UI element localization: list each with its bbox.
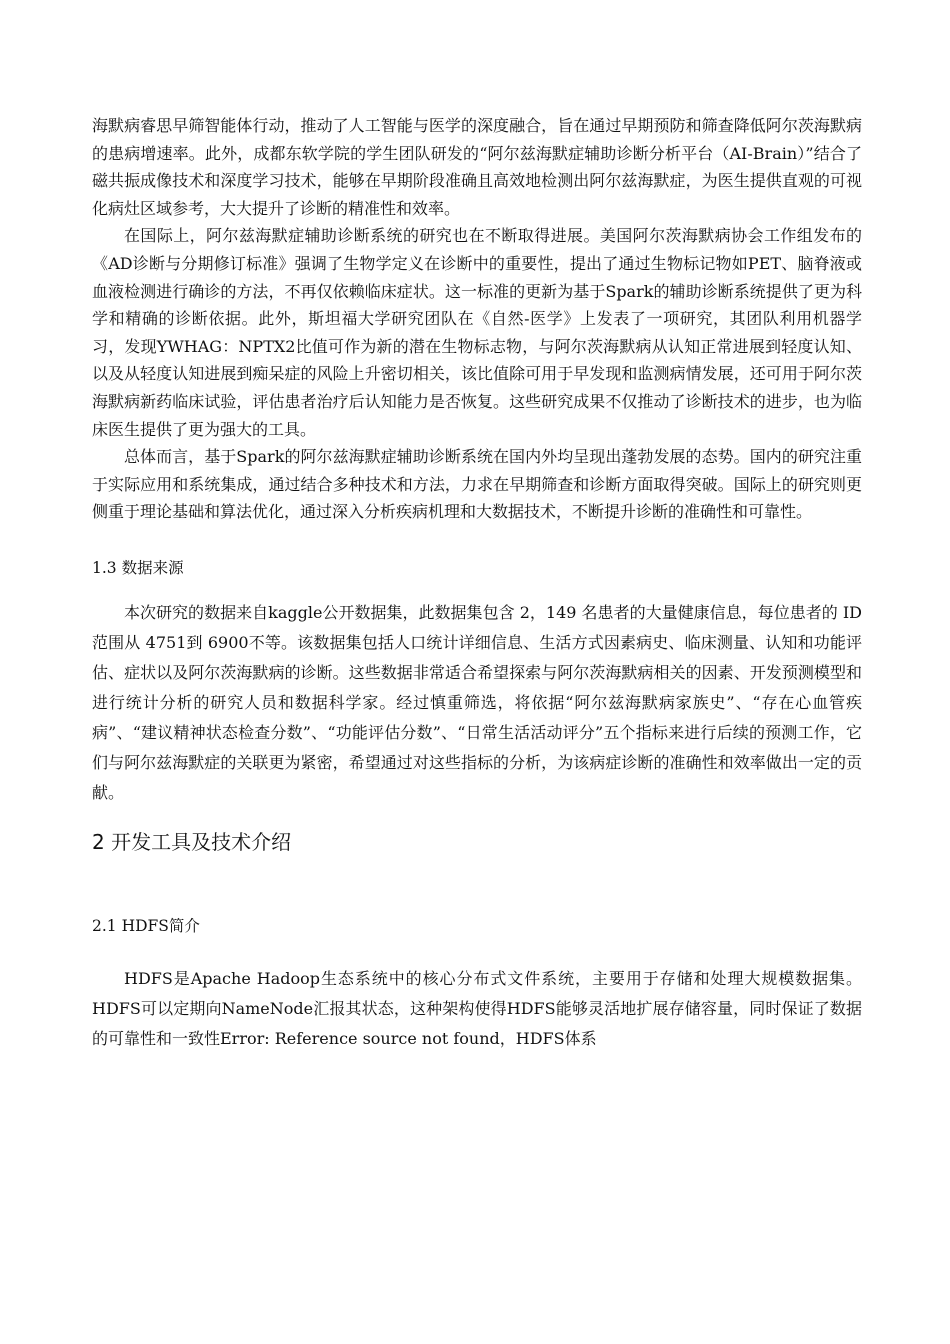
body-paragraph-international: 在国际上，阿尔兹海默症辅助诊断系统的研究也在不断取得进展。美国阿尔茨海默病协会工作组发布的《AD诊断与分期修订标准》强调了生物学定义在诊断中的重要性，提出了通过生物标记物如PET、脑脊液或血液检测进行确诊的方法，不再仅依赖临床症状。这一标准的更新为基于Spark的辅助诊断系统提供了更为科学和精确的诊断依据。此外，斯坦福大学研究团队在《自然-医学》上发表了一项研究，其团队利用机器学习，发现YWHAG：NPTX2比值可作为新的潜在生物标志物，与阿尔茨海默病从认知正常进展到轻度认知、以及从轻度认知进展到痴呆症的风险上升密切相关，该比值除可用于早发现和监测病情发展，还可用于阿尔茨海默病新药临床试验，评估患者治疗后认知能力是否恢复。这些研究成果不仅推动了诊断技术的进步，也为临床医生提供了更为强大的工具。 <box>92 226 862 439</box>
chapter-heading-2: 2 开发工具及技术介绍 <box>92 829 292 854</box>
body-paragraph-intro: 海默病睿思早筛智能体行动，推动了人工智能与医学的深度融合，旨在通过早期预防和筛查降低阿尔茨海默病的患病增速率。此外，成都东软学院的学生团队研发的“阿尔兹海默症辅助诊断分析平台（AI-Brain）”结合了磁共振成像技术和深度学习技术，能够在早期阶段准确且高效地检测出阿尔兹海默症，为医生提供直观的可视化病灶区域参考，大大提升了诊断的精准性和效率。 <box>92 116 862 218</box>
body-paragraph-summary: 总体而言，基于Spark的阿尔兹海默症辅助诊断系统在国内外均呈现出蓬勃发展的态势。国内的研究注重于实际应用和系统集成，通过结合多种技术和方法，力求在早期筛查和诊断方面取得突破。国际上的研究则更侧重于理论基础和算法优化，通过深入分析疾病机理和大数据技术，不断提升诊断的准确性和可靠性。 <box>92 447 862 522</box>
body-paragraph-data-source: 本次研究的数据来自kaggle公开数据集，此数据集包含 2，149 名患者的大量健康信息，每位患者的 ID范围从 4751到 6900不等。该数据集包括人口统计详细信息、生活方式因素病史、临床测量、认知和功能评估、症状以及阿尔茨海默病的诊断。这些数据非常适合希望探索与阿尔茨海默病相关的因素、开发预测模型和进行统计分析的研究人员和数据科学家。经过慎重筛选，将依据“阿尔兹海默病家族史”、“存在心血管疾病”、“建议精神状态检查分数”、“功能评估分数”、“日常生活活动评分”五个指标来进行后续的预测工作，它们与阿尔兹海默症的关联更为紧密，希望通过对这些指标的分析，为该病症诊断的准确性和效率做出一定的贡献。 <box>92 602 862 802</box>
section-heading-1-3: 1.3 数据来源 <box>92 558 184 577</box>
document-page <box>92 112 862 1054</box>
body-paragraph-hdfs: HDFS是Apache Hadoop生态系统中的核心分布式文件系统，主要用于存储和处理大规模数据集。HDFS可以定期向NameNode汇报其状态，这种架构使得HDFS能够灵活地扩展存储容量，同时保证了数据的可靠性和一致性Error: Reference source not found，HDFS体系 <box>92 968 862 1048</box>
section-heading-2-1: 2.1 HDFS简介 <box>92 916 200 935</box>
